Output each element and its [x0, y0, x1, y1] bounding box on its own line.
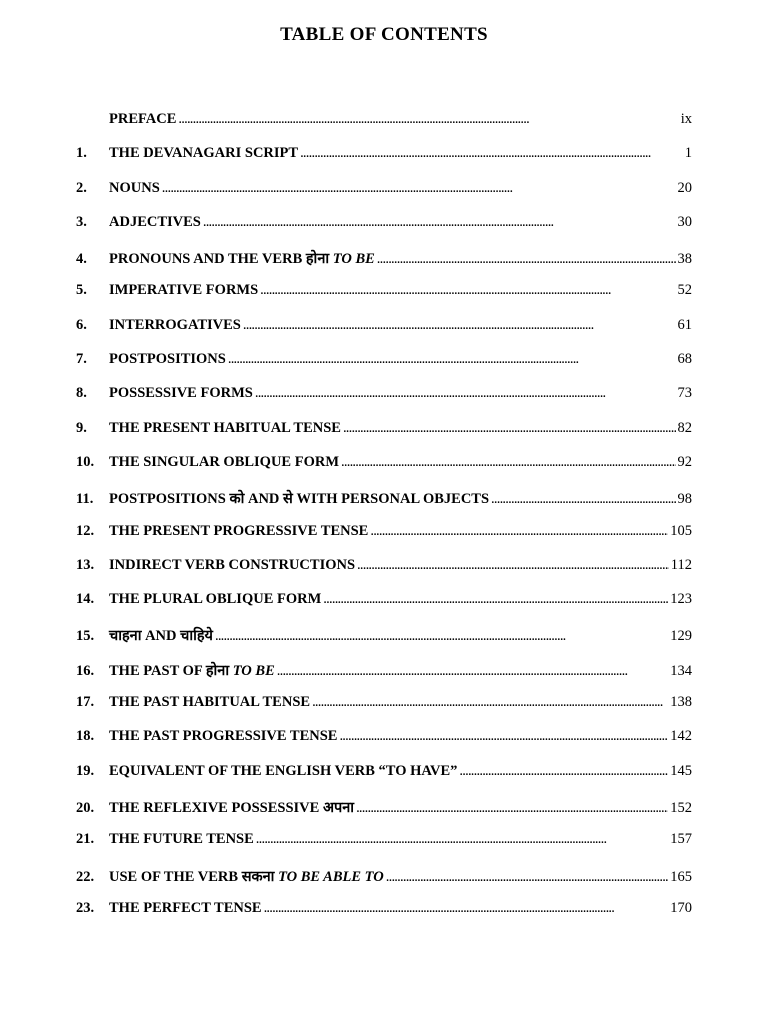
toc-dot-leader	[343, 420, 676, 437]
toc-entry	[76, 763, 692, 797]
toc-entry	[76, 111, 692, 145]
toc-entry	[76, 831, 692, 865]
toc-entry-title-text: THE SINGULAR OBLIQUE FORM	[109, 453, 340, 470]
toc-entry-page: 152	[670, 799, 692, 816]
toc-entry-page: 52	[677, 282, 692, 299]
toc-dot-leader	[228, 351, 676, 368]
toc-dot-leader	[491, 491, 675, 508]
toc-entry	[76, 625, 692, 659]
toc-entry-title-text: PRONOUNS AND THE VERB होना	[109, 251, 333, 268]
toc-entry-page: 145	[670, 762, 692, 779]
toc-entry	[76, 797, 692, 831]
toc-dot-leader	[341, 454, 675, 471]
toc-entry-title-text: ADJECTIVES	[109, 213, 201, 230]
toc-entry-page: 1	[684, 145, 692, 162]
toc-dot-leader	[356, 800, 668, 817]
toc-entry-title-text: THE PAST OF होना	[109, 662, 233, 679]
toc-entry-number: 1.	[76, 145, 87, 162]
toc-entry-page: 138	[670, 694, 692, 711]
toc-entry-number: 18.	[76, 728, 95, 745]
toc-entry-title-text: THE REFLEXIVE POSSESSIVE अपना	[109, 799, 355, 816]
toc-entry-page: 134	[670, 662, 692, 679]
table-of-contents	[76, 111, 692, 934]
toc-entry-number: 19.	[76, 762, 95, 779]
toc-entry-page: 73	[677, 385, 692, 402]
toc-entry-number: 10.	[76, 453, 95, 470]
toc-entry-title	[109, 145, 300, 162]
toc-dot-leader	[243, 317, 676, 334]
toc-dot-leader	[357, 557, 669, 574]
toc-entry-number: 21.	[76, 831, 95, 848]
toc-entry-number: 9.	[76, 419, 87, 436]
toc-entry-page: ix	[680, 111, 692, 127]
toc-entry-title-text: THE DEVANAGARI SCRIPT	[109, 145, 299, 162]
toc-entry	[76, 180, 692, 214]
toc-entry-title	[109, 385, 255, 402]
toc-entry-title	[109, 454, 341, 471]
toc-entry	[76, 660, 692, 694]
toc-entry	[76, 454, 692, 488]
toc-dot-leader	[260, 282, 675, 299]
toc-entry-title	[109, 900, 264, 917]
toc-entry-title	[109, 763, 459, 780]
toc-entry-title-text: INDIRECT VERB CONSTRUCTIONS	[109, 556, 356, 573]
toc-entry-title	[109, 420, 343, 437]
toc-entry-title	[109, 591, 323, 608]
toc-entry	[76, 728, 692, 762]
toc-entry-title	[109, 111, 178, 128]
toc-entry-title-text: THE PRESENT HABITUAL TENSE	[109, 419, 341, 436]
toc-entry-page: 112	[670, 556, 692, 573]
toc-dot-leader	[215, 628, 668, 645]
toc-entry-page: 123	[670, 591, 692, 608]
toc-entry-number: 4.	[76, 251, 87, 268]
toc-entry-number: 16.	[76, 662, 95, 679]
toc-entry-page: 165	[670, 868, 692, 885]
toc-entry-page: 98	[677, 491, 692, 508]
toc-dot-leader	[256, 831, 668, 848]
toc-entry-number: 11.	[76, 491, 94, 508]
toc-entry-number: 15.	[76, 628, 95, 645]
toc-entry-title	[109, 523, 370, 540]
toc-entry-title	[109, 351, 228, 368]
toc-entry	[76, 145, 692, 179]
toc-entry-title	[109, 317, 243, 334]
toc-dot-leader	[339, 728, 668, 745]
toc-entry-title	[109, 831, 256, 848]
toc-entry-title	[109, 866, 386, 886]
toc-entry-page: 38	[677, 251, 692, 268]
toc-entry-title	[109, 488, 491, 508]
toc-entry	[76, 385, 692, 419]
page-title: TABLE OF CONTENTS	[280, 24, 488, 45]
toc-entry	[76, 694, 692, 728]
toc-entry-page: 157	[670, 831, 692, 848]
toc-entry-number: 23.	[76, 899, 95, 916]
toc-dot-leader	[323, 591, 668, 608]
toc-entry-title	[109, 282, 260, 299]
toc-dot-leader	[459, 763, 668, 780]
toc-entry	[76, 866, 692, 900]
toc-dot-leader	[370, 523, 668, 540]
toc-entry-number: 2.	[76, 179, 87, 196]
toc-entry-title	[109, 625, 215, 645]
toc-entry-title-text: THE PERFECT TENSE	[109, 899, 262, 916]
toc-entry	[76, 557, 692, 591]
toc-entry-title	[109, 797, 356, 817]
toc-entry-number: 17.	[76, 694, 95, 711]
toc-entry-page: 20	[677, 179, 692, 196]
toc-entry-page: 82	[677, 419, 692, 436]
toc-entry-title-text: INTERROGATIVES	[109, 316, 241, 333]
toc-entry-title-italic: TO BE ABLE TO	[278, 868, 384, 885]
toc-dot-leader	[203, 214, 676, 231]
toc-dot-leader	[377, 251, 676, 268]
toc-entry-number: 6.	[76, 316, 87, 333]
toc-entry-title-text: THE PAST PROGRESSIVE TENSE	[109, 728, 338, 745]
toc-entry-title	[109, 214, 203, 231]
toc-entry-title-text: EQUIVALENT OF THE ENGLISH VERB “TO HAVE”	[109, 762, 458, 779]
toc-entry-page: 61	[677, 316, 692, 333]
toc-dot-leader	[178, 111, 678, 128]
toc-entry-title	[109, 557, 357, 574]
toc-entry	[76, 282, 692, 316]
toc-dot-leader	[162, 180, 676, 197]
toc-dot-leader	[300, 145, 683, 162]
toc-entry-title-text: THE PLURAL OBLIQUE FORM	[109, 591, 322, 608]
toc-entry-page: 105	[670, 522, 692, 539]
toc-entry-title-text: THE PRESENT PROGRESSIVE TENSE	[109, 522, 369, 539]
toc-entry	[76, 488, 692, 522]
toc-entry	[76, 420, 692, 454]
toc-entry-page: 142	[670, 728, 692, 745]
toc-entry-title-text: POSTPOSITIONS	[109, 351, 226, 368]
toc-entry-page: 30	[677, 213, 692, 230]
toc-entry-page: 92	[677, 453, 692, 470]
toc-entry-title	[109, 694, 312, 711]
toc-entry	[76, 523, 692, 557]
toc-entry-title-text: चाहना AND चाहिये	[109, 628, 213, 645]
toc-entry-number: 3.	[76, 213, 87, 230]
toc-entry-title-text: POSTPOSITIONS को AND से WITH PERSONAL OBJECTS	[109, 491, 490, 508]
toc-entry-title-italic: TO BE	[232, 662, 275, 679]
toc-entry	[76, 214, 692, 248]
toc-dot-leader	[277, 663, 669, 680]
toc-entry-page: 170	[670, 899, 692, 916]
toc-entry-title-text: THE FUTURE TENSE	[109, 831, 254, 848]
toc-dot-leader	[386, 869, 669, 886]
toc-entry-title-text: USE OF THE VERB सकना	[109, 868, 279, 885]
toc-entry-title-italic: TO BE	[332, 251, 375, 268]
toc-entry-title-text: POSSESSIVE FORMS	[109, 385, 253, 402]
toc-entry-title	[109, 660, 277, 680]
toc-entry	[76, 317, 692, 351]
toc-dot-leader	[264, 900, 669, 917]
toc-entry-number: 8.	[76, 385, 87, 402]
toc-entry-title	[109, 728, 339, 745]
toc-entry-title-text: PREFACE	[109, 111, 177, 127]
toc-entry-number: 20.	[76, 799, 95, 816]
toc-entry-title	[109, 180, 162, 197]
toc-entry-title-text: THE PAST HABITUAL TENSE	[109, 694, 311, 711]
toc-entry	[76, 248, 692, 282]
toc-entry-title-text: IMPERATIVE FORMS	[109, 282, 259, 299]
toc-entry-number: 22.	[76, 868, 95, 885]
toc-entry-page: 68	[677, 351, 692, 368]
toc-dot-leader	[312, 694, 668, 711]
toc-entry-title	[109, 248, 377, 268]
toc-dot-leader	[255, 385, 676, 402]
toc-entry-number: 7.	[76, 351, 87, 368]
toc-entry-title-text: NOUNS	[109, 179, 160, 196]
toc-entry-number: 14.	[76, 591, 95, 608]
toc-entry-page: 129	[670, 628, 692, 645]
toc-entry	[76, 900, 692, 934]
toc-entry	[76, 351, 692, 385]
toc-entry-number: 5.	[76, 282, 87, 299]
toc-entry-number: 13.	[76, 556, 95, 573]
toc-entry-number: 12.	[76, 522, 95, 539]
toc-entry	[76, 591, 692, 625]
